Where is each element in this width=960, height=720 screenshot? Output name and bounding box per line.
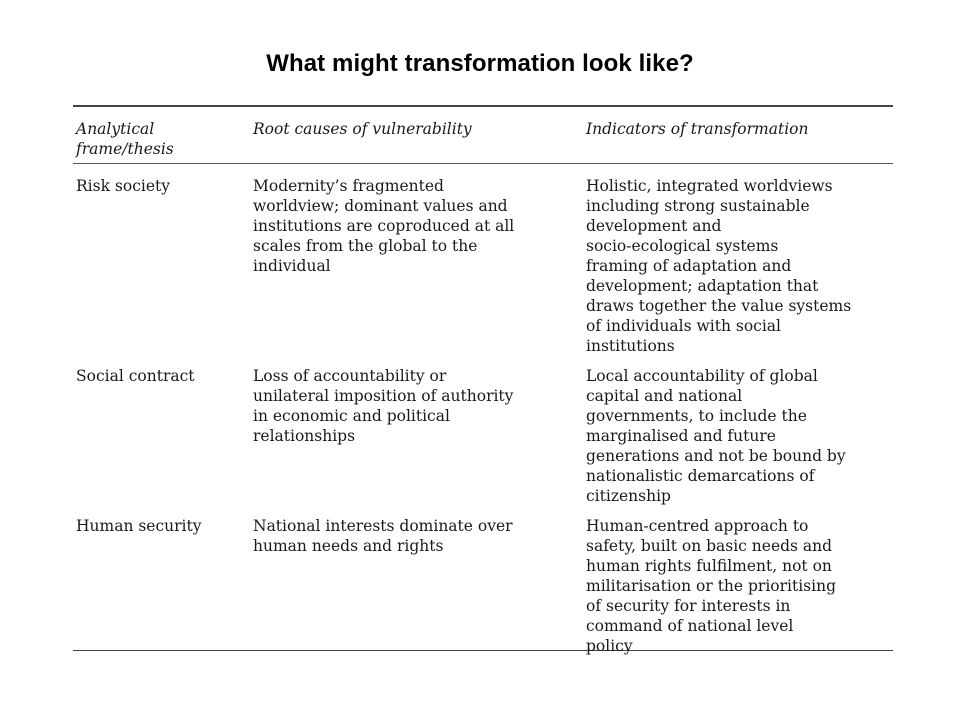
row-frame-cell: Social contract (76, 366, 195, 385)
table-row (73, 164, 893, 354)
row-indicators-cell: Human-centred approach to safety, built on basic needs and human rights fulfilment, not on militarisation or the prioritising of security for interests in command of national level policy (586, 516, 836, 655)
header-analytical-frame: Analytical frame/thesis (76, 119, 174, 158)
row-root-causes-cell: Modernity’s fragmented worldview; dominant values and institutions are coproduced at all scales from the global to the individual (253, 176, 515, 275)
row-indicators-cell: Holistic, integrated worldviews including strong sustainable development and socio-ecological systems framing of adaptation and development; adaptation that draws together the value systems of individuals with social institutions (586, 176, 852, 355)
table-header-row (73, 107, 893, 163)
row-indicators-cell: Local accountability of global capital and national governments, to include the marginalised and future generations and not be bound by nationalistic demarcations of citizenship (586, 366, 846, 505)
slide-title: What might transformation look like? (266, 50, 694, 77)
row-frame-cell: Risk society (76, 176, 170, 195)
row-root-causes-cell: National interests dominate over human needs and rights (253, 516, 513, 555)
header-root-causes: Root causes of vulnerability (253, 119, 472, 138)
table-row (73, 504, 893, 655)
header-indicators: Indicators of transformation (586, 119, 809, 138)
table-row (73, 354, 893, 504)
row-frame-cell: Human security (76, 516, 202, 535)
transformation-table (73, 105, 893, 655)
row-root-causes-cell: Loss of accountability or unilateral imposition of authority in economic and political relationships (253, 366, 514, 445)
